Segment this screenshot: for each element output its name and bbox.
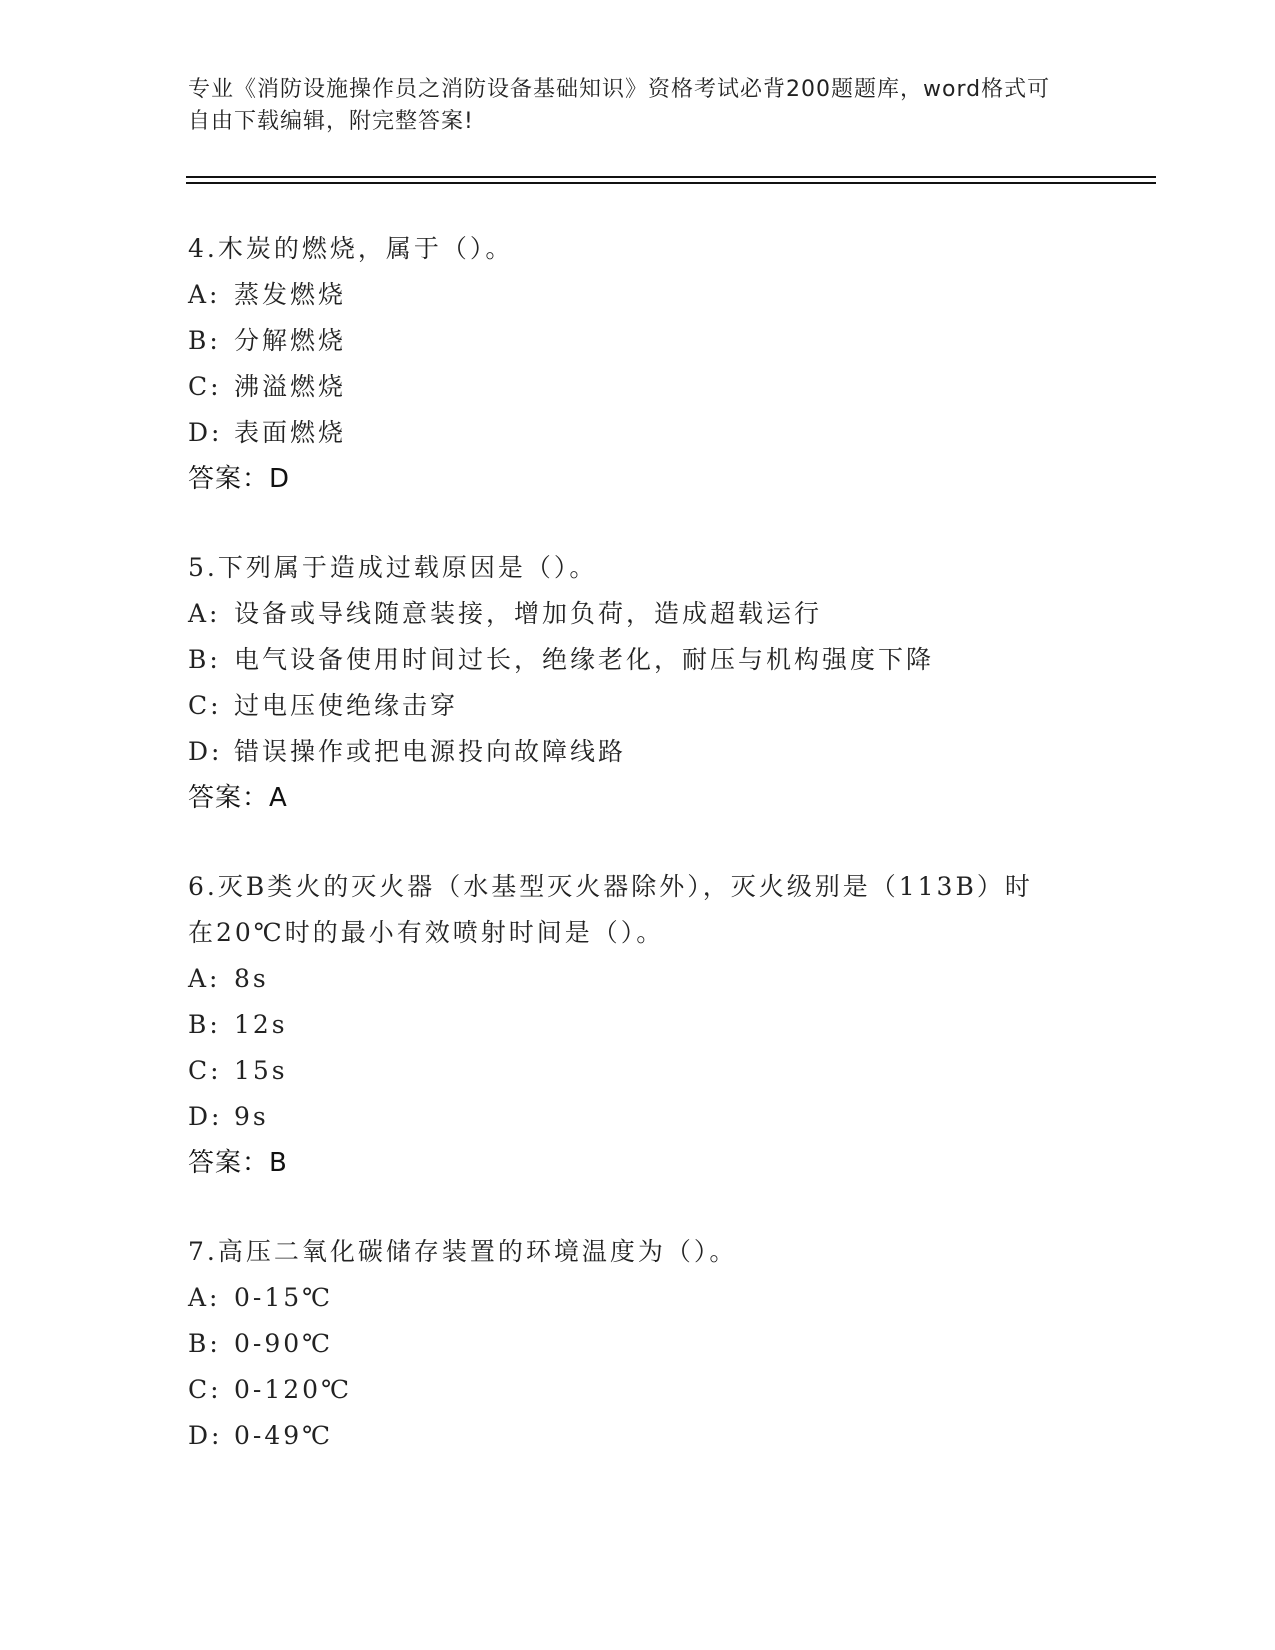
option-d [188,1094,1088,1140]
answer-label: 答案：D [188,464,291,494]
option-b [188,1002,1088,1048]
option-text: 沸溢燃烧 [234,372,347,401]
question-stem: 7.高压二氧化碳储存装置的环境温度为（）。 [188,1237,738,1266]
option-letter: D: [188,1102,223,1131]
option-d [188,1413,1088,1459]
answer-label: 答案：A [188,783,288,813]
option-text: 过电压使绝缘击穿 [234,691,459,720]
option-letter: C: [188,691,222,720]
option-c [188,683,1088,729]
option-letter: B: [188,1010,221,1039]
question-stem: 5.下列属于造成过载原因是（）。 [188,553,598,582]
option-text: 0-120℃ [234,1375,353,1404]
question-5 [188,545,1088,821]
option-d [188,410,1088,456]
option-letter: C: [188,1375,222,1404]
option-b [188,318,1088,364]
option-letter: D: [188,1421,223,1450]
option-letter: C: [188,372,222,401]
option-letter: A: [188,599,221,628]
option-c [188,1048,1088,1094]
question-stem-line-2: 在20℃时的最小有效喷射时间是（）。 [188,918,665,947]
option-text: 0-49℃ [234,1421,334,1450]
header-divider-top [186,176,1156,178]
question-stem: 4.木炭的燃烧，属于（）。 [188,234,514,263]
option-letter: A: [188,964,221,993]
option-letter: B: [188,645,221,674]
question-stem-line-1: 6.灭B类火的灭火器（水基型灭火器除外），灭火级别是（113B）时 [188,872,1033,901]
answer-label: 答案：B [188,1148,288,1178]
option-text: 分解燃烧 [234,326,347,355]
document-header: 专业《消防设施操作员之消防设备基础知识》资格考试必背200题题库，word格式可自由下载编辑，附完整答案! [188,77,1051,134]
option-text: 蒸发燃烧 [234,280,347,309]
option-text: 0-90℃ [234,1329,334,1358]
option-a [188,956,1088,1002]
option-text: 12s [234,1010,288,1039]
option-letter: C: [188,1056,222,1085]
option-text: 8s [234,964,269,993]
question-4 [188,226,1088,502]
option-letter: B: [188,1329,221,1358]
question-7 [188,1229,1088,1459]
question-6 [188,864,1088,1186]
option-a [188,1275,1088,1321]
option-letter: A: [188,1283,221,1312]
option-c [188,1367,1088,1413]
option-d [188,729,1088,775]
option-text: 9s [234,1102,269,1131]
option-letter: B: [188,326,221,355]
option-b [188,637,1088,683]
option-letter: D: [188,418,223,447]
option-text: 15s [234,1056,288,1085]
header-divider-bottom [186,182,1156,184]
option-a [188,591,1088,637]
option-letter: A: [188,280,221,309]
option-text: 0-15℃ [234,1283,334,1312]
option-text: 错误操作或把电源投向故障线路 [234,737,627,766]
option-b [188,1321,1088,1367]
option-a [188,272,1088,318]
option-letter: D: [188,737,223,766]
option-text: 表面燃烧 [234,418,347,447]
option-text: 电气设备使用时间过长，绝缘老化，耐压与机构强度下降 [234,645,935,674]
option-c [188,364,1088,410]
option-text: 设备或导线随意装接，增加负荷，造成超载运行 [234,599,823,628]
